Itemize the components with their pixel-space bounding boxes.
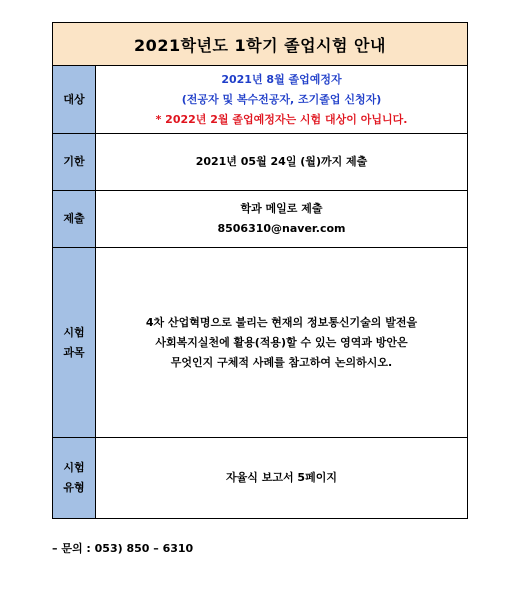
contact-info: – 문의 : 053) 850 – 6310 xyxy=(52,542,194,555)
label-submission-text: 제출 xyxy=(63,212,85,225)
subject-line-3: 무엇인지 구체적 사례를 참고하여 논의하시오. xyxy=(170,355,393,369)
row-subject xyxy=(53,248,467,438)
label-type-text-1: 시험 xyxy=(63,461,85,474)
label-target xyxy=(53,66,96,133)
row-target xyxy=(53,66,467,134)
notice-table xyxy=(52,22,468,519)
label-subject-text-2: 과목 xyxy=(63,345,85,359)
content-submission xyxy=(96,191,467,247)
label-type xyxy=(53,438,96,518)
notice-title: 2021학년도 1학기 졸업시험 안내 xyxy=(53,23,467,66)
content-target xyxy=(96,66,467,133)
content-type xyxy=(96,438,467,518)
target-line-2: (전공자 및 복수전공자, 조기졸업 신청자) xyxy=(181,92,382,106)
content-subject xyxy=(96,248,467,437)
label-target-text: 대상 xyxy=(63,92,85,106)
label-type-text-2: 유형 xyxy=(63,481,85,494)
label-submission xyxy=(53,191,96,247)
subject-line-2: 사회복지실천에 활용(적용)할 수 있는 영역과 방안은 xyxy=(155,335,408,349)
submission-email: 8506310@naver.com xyxy=(217,222,346,235)
row-submission xyxy=(53,191,467,248)
row-deadline xyxy=(53,134,467,191)
label-deadline xyxy=(53,134,96,190)
target-line-1: 2021년 8월 졸업예정자 xyxy=(221,72,342,86)
type-line-1: 자율식 보고서 5페이지 xyxy=(226,471,337,484)
subject-line-1: 4차 산업혁명으로 불리는 현재의 정보통신기술의 발전을 xyxy=(145,315,418,329)
label-subject xyxy=(53,248,96,437)
target-line-3: * 2022년 2월 졸업예정자는 시험 대상이 아닙니다. xyxy=(155,112,408,126)
label-deadline-text: 기한 xyxy=(63,155,85,168)
label-subject-text-1: 시험 xyxy=(63,325,85,339)
deadline-line-1: 2021년 05월 24일 (월)까지 제출 xyxy=(195,155,368,168)
submission-line-1: 학과 메일로 제출 xyxy=(240,202,323,215)
content-deadline xyxy=(96,134,467,190)
row-type xyxy=(53,438,467,518)
